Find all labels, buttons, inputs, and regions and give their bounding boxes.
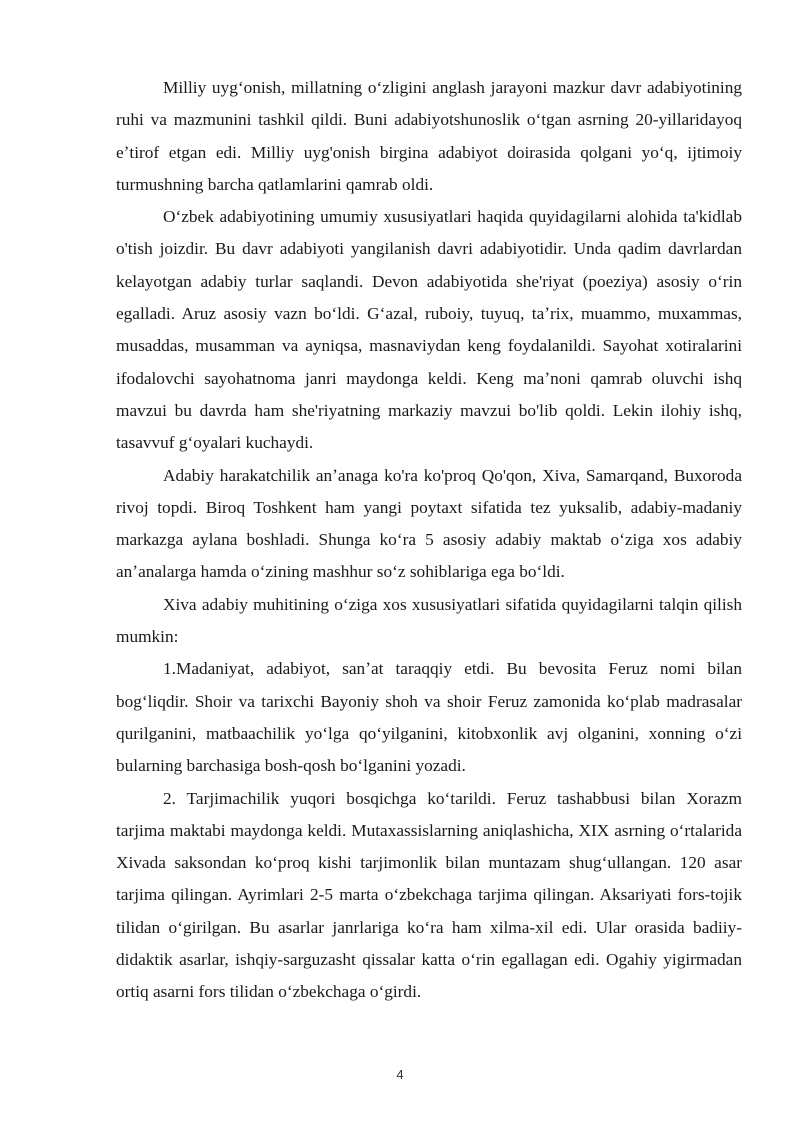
paragraph-5: 1.Madaniyat, adabiyot, sanʼat taraqqiy etdi. Bu bevosita Feruz nomi bilan bogʻliqdir. Shoir va tarixchi Bayoniy shoh va shoir Feruz zamonida koʻplab madrasalar qurilganini, matbaachilik yoʻlga qoʻyilganini, kitobxonlik avj olganini, xonning oʻzi bularning barchasiga bosh-qosh boʻlganini yozadi.: [116, 659, 742, 776]
paragraph-6: 2. Tarjimachilik yuqori bosqichga koʻtarildi. Feruz tashabbusi bilan Xorazm tarjima maktabi maydonga keldi. Mutaxassislarning aniqlashicha, XIX asrning oʻrtalarida Xivada saksondan koʻproq kishi tarjimonlik bilan muntazam shugʻullangan. 120 asar tarjima qilingan. Ayrimlari 2-5 marta oʻzbekchaga tarjima qilingan. Aksariyati fors-tojik tilidan oʻgirilgan. Bu asarlar janrlariga koʻra ham xilma-xil edi. Ular orasida badiiy-didaktik asarlar, ishqiy-sarguzasht qissalar katta oʻrin egallagan edi. Ogahiy yigirmadan ortiq asarni fors tilidan oʻzbekchaga oʻgirdi.: [116, 788, 742, 1002]
paragraph-4: Xiva adabiy muhitining oʻziga xos xususiyatlari sifatida quyidagilarni talqin qilish mumkin:: [116, 594, 742, 647]
page-number: 4: [396, 1067, 404, 1082]
paragraph-1: Milliy uygʻonish, millatning oʻzligini anglash jarayoni mazkur davr adabiyotining ruhi va mazmunini tashkil qildi. Buni adabiyotshunoslik oʻtgan asrning 20-yillaridayoq eʼtirof etgan edi. Milliy uyg'onish birgina adabiyot doirasida qolgani yoʻq, ijtimoiy turmushning barcha qatlamlarini qamrab oldi.: [116, 78, 742, 194]
document-body: [116, 72, 742, 1009]
paragraph-2: Oʻzbek adabiyotining umumiy xususiyatlari haqida quyidagilarni alohida ta'kidlab o'tish joizdir. Bu davr adabiyoti yangilanish davri adabiyotidir. Unda qadim davrlardan kelayotgan adabiy turlar saqlandi. Devon adabiyotida she'riyat (poeziya) asosiy oʻrin egalladi. Aruz asosiy vazn boʻldi. Gʻazal, ruboiy, tuyuq, taʼrix, muammo, muxammas, musaddas, musamman va ayniqsa, masnaviydan keng foydalanildi. Sayohat xotiralarini ifodalovchi sayohatnoma janri maydonga keldi. Keng maʼnoni qamrab oluvchi ishq mavzui bu davrda ham she'riyatning markaziy mavzui bo'lib qoldi. Lekin ilohiy ishq, tasavvuf gʻoyalari kuchaydi.: [116, 207, 742, 453]
paragraph-3: Adabiy harakatchilik anʼanaga ko'ra ko'proq Qo'qon, Xiva, Samarqand, Buxoroda rivoj topdi. Biroq Toshkent ham yangi poytaxt sifatida tez yuksalib, adabiy-madaniy markazga aylana boshladi. Shunga koʻra 5 asosiy adabiy maktab oʻziga xos adabiy anʼanalarga hamda oʻzining mashhur soʻz sohiblariga ega boʻldi.: [116, 465, 742, 582]
